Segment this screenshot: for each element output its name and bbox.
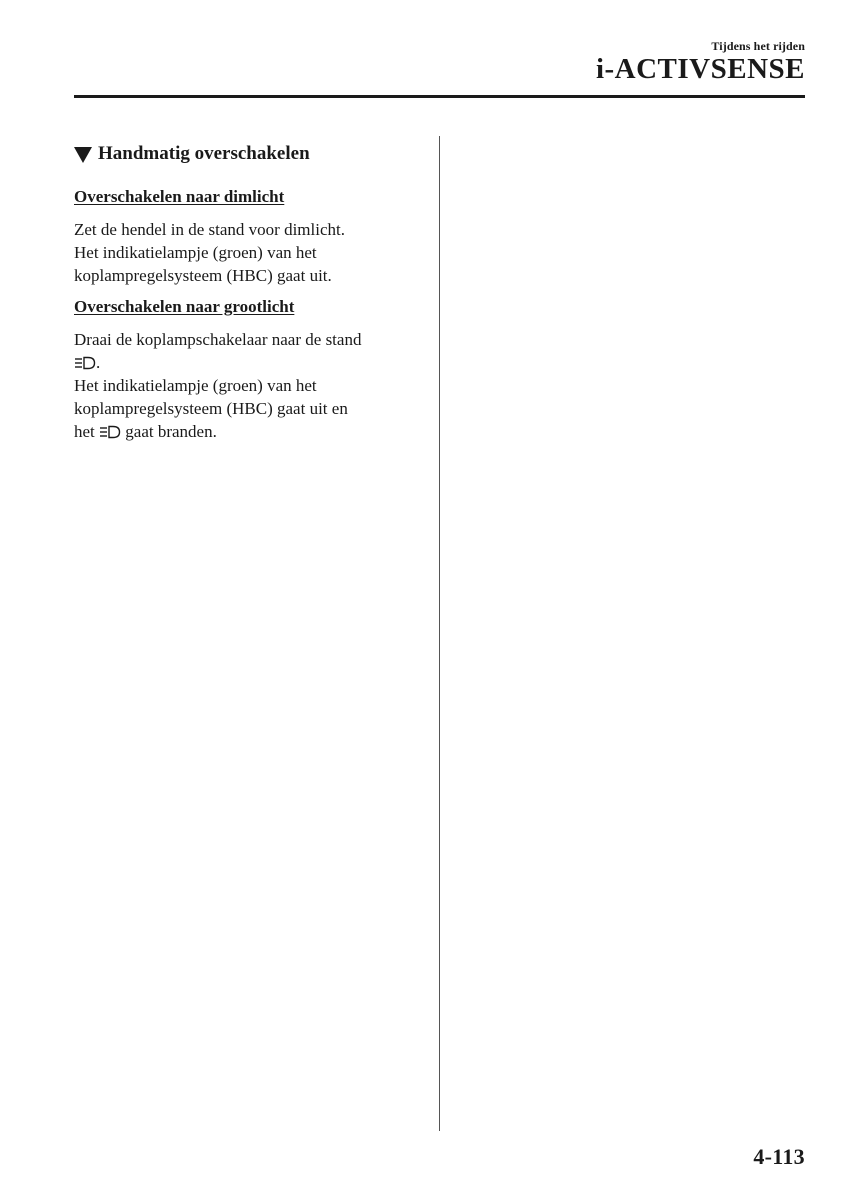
down-triangle-icon <box>74 147 92 163</box>
column-divider <box>439 136 440 1131</box>
paragraph-grootlicht <box>74 328 419 443</box>
text-line: Het indikatielampje (groen) van het <box>74 376 317 395</box>
text-line-with-icon <box>74 420 419 443</box>
text-line: Draai de koplampschakelaar naar de stand <box>74 330 362 349</box>
text-line-with-icon <box>74 351 419 374</box>
high-beam-icon <box>99 425 121 439</box>
left-column <box>74 141 419 451</box>
text-fragment: gaat branden. <box>125 422 217 441</box>
text-fragment: . <box>96 353 101 372</box>
running-head: Tijdens het rijden <box>711 39 805 53</box>
section-heading-text: Handmatig overschakelen <box>98 143 310 164</box>
high-beam-icon <box>74 356 96 370</box>
text-line: Zet de hendel in de stand voor dimlicht. <box>74 220 345 239</box>
text-line: Het indikatielampje (groen) van het <box>74 243 317 262</box>
chapter-title: i-ACTIVSENSE <box>595 53 805 85</box>
page-number: 4-113 <box>753 1144 805 1169</box>
section-heading <box>74 141 419 167</box>
text-line: koplampregelsysteem (HBC) gaat uit en <box>74 399 348 418</box>
header-rule <box>74 95 805 98</box>
text-line: koplampregelsysteem (HBC) gaat uit. <box>74 266 332 285</box>
text-fragment: het <box>74 422 95 441</box>
subheading-dimlicht: Overschakelen naar dimlicht <box>74 187 285 206</box>
paragraph-dimlicht <box>74 218 419 287</box>
subheading-grootlicht: Overschakelen naar grootlicht <box>74 297 295 316</box>
